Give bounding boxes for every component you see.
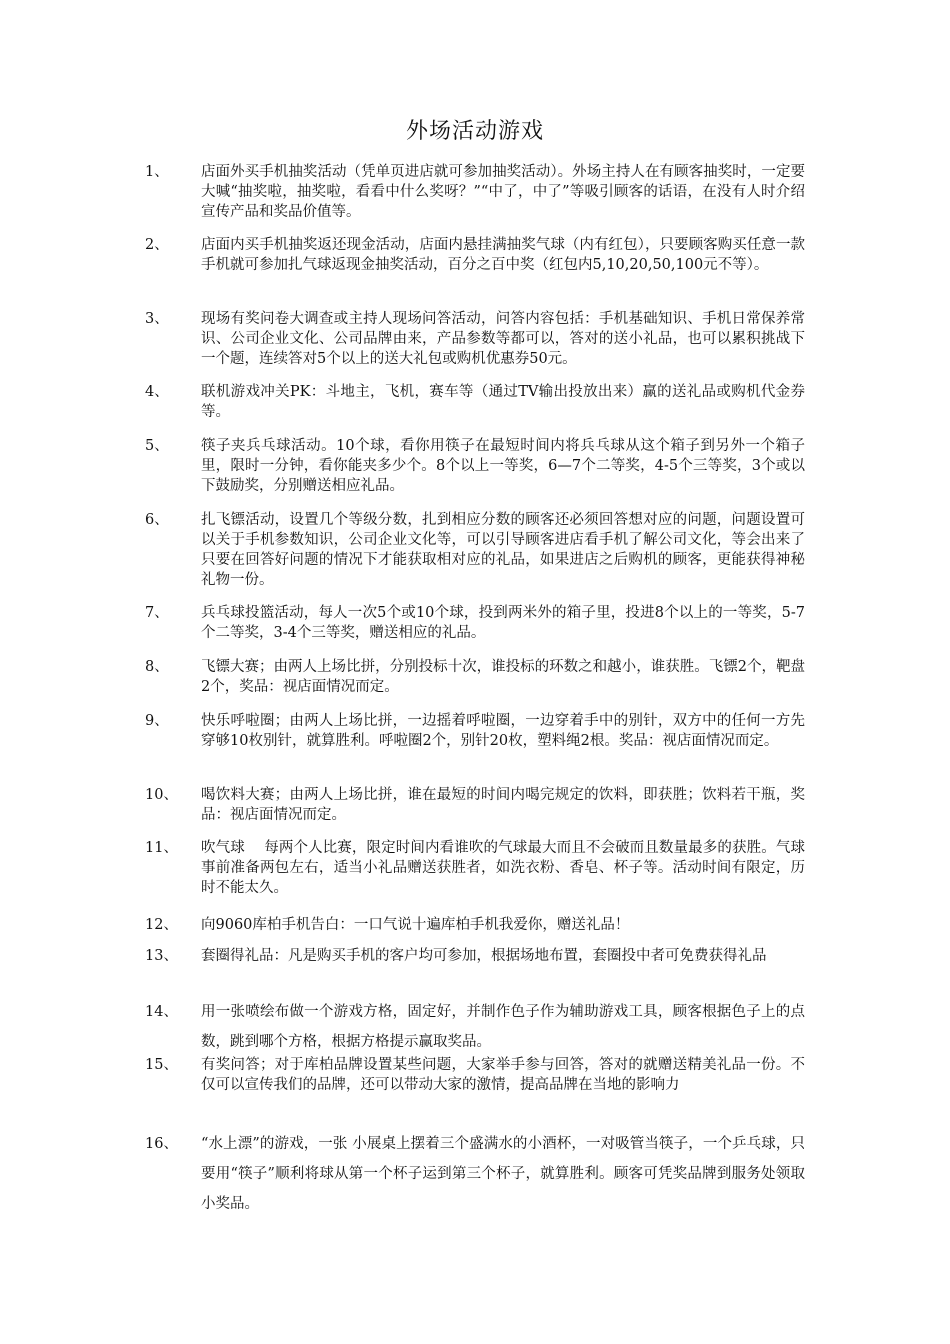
item-number: 6、 <box>145 512 169 528</box>
item-text: 扎飞镖活动，设置几个等级分数，扎到相应分数的顾客还必须回答想对应的问题，问题设置可以关于手机参数知识，公司企业文化等，可以引导顾客进店看手机了解公司文化，等会出来了只要在回答好问题的情况下才能获取相对应的礼品，如果进店之后购机的顾客，更能获得神秘礼物一份。 <box>201 512 805 588</box>
item-text: 联机游戏冲关PK：斗地主，飞机，赛车等（通过TV输出投放出来）赢的送礼品或购机代金券等。 <box>201 384 805 420</box>
item-text: 筷子夹兵乓球活动。10个球，看你用筷子在最短时间内将兵乓球从这个箱子到另外一个箱子里，限时一分钟，看你能夹多少个。8个以上一等奖，6—7个二等奖，4-5个三等奖，3个或以下鼓励奖，分别赠送相应礼品。 <box>201 438 805 494</box>
item-text: 店面内买手机抽奖返还现金活动，店面内悬挂满抽奖气球（内有红包），只要顾客购买任意一款手机就可参加扎气球返现金抽奖活动，百分之百中奖（红包内5,10,20,50,100元不等）。 <box>201 237 805 273</box>
item-text: 喝饮料大赛；由两人上场比拼，谁在最短的时间内喝完规定的饮料，即获胜；饮料若干瓶，奖品：视店面情况而定。 <box>201 787 805 823</box>
item-text: 现场有奖问卷大调查或主持人现场问答活动，问答内容包括：手机基础知识、手机日常保养常识、公司企业文化、公司品牌由来，产品参数等都可以，答对的送小礼品，也可以累积挑战下一个题，连续答对5个以上的送大礼包或购机优惠券50元。 <box>201 311 805 367</box>
item-number: 2、 <box>145 237 169 253</box>
item-text: “水上漂”的游戏，一张 小展桌上摆着三个盛满水的小酒杯，一对吸管当筷子，一个乒乓球，只要用“筷子”顺利将球从第一个杯子运到第三个杯子，就算胜利。顾客可凭奖品牌到服务处领取小奖品。 <box>201 1136 805 1212</box>
item-text: 向9060库柏手机告白：一口气说十遍库柏手机我爱你，赠送礼品！ <box>201 917 630 933</box>
item-text: 店面外买手机抽奖活动（凭单页进店就可参加抽奖活动）。外场主持人在有顾客抽奖时，一定要大喊“抽奖啦，抽奖啦，看看中什么奖呀？”“中了，中了”等吸引顾客的话语，在没有人时介绍宣传产品和奖品价值等。 <box>201 164 805 220</box>
item-number: 7、 <box>145 605 169 621</box>
item-number: 15、 <box>145 1057 178 1073</box>
item-text: 飞镖大赛；由两人上场比拼，分别投标十次，谁投标的环数之和越小，谁获胜。飞镖2个，靶盘2个，奖品：视店面情况而定。 <box>201 659 805 695</box>
item-number: 13、 <box>145 948 178 964</box>
item-number: 9、 <box>145 713 169 729</box>
item-number: 12、 <box>145 917 178 933</box>
page-title: 外场活动游戏 <box>405 119 544 144</box>
item-text: 用一张喷绘布做一个游戏方格，固定好，并制作色子作为辅助游戏工具，顾客根据色子上的点数，跳到哪个方格，根据方格提示赢取奖品。 <box>201 1004 805 1050</box>
item-text: 吹气球 每两个人比赛，限定时间内看谁吹的气球最大而且不会破而且数量最多的获胜。气球事前准备两包左右，适当小礼品赠送获胜者，如洗衣粉、香皂、杯子等。活动时间有限定，历时不能太久。 <box>201 840 805 896</box>
item-number: 5、 <box>145 438 169 454</box>
item-text: 兵乓球投篮活动，每人一次5个或10个球，投到两米外的箱子里，投进8个以上的一等奖，5-7个二等奖，3-4个三等奖，赠送相应的礼品。 <box>201 605 805 641</box>
item-number: 8、 <box>145 659 169 675</box>
item-number: 4、 <box>145 384 169 400</box>
item-text: 套圈得礼品：凡是购买手机的客户均可参加，根据场地布置，套圈投中者可免费获得礼品 <box>201 948 767 964</box>
item-number: 14、 <box>145 1004 178 1020</box>
item-number: 11、 <box>145 840 178 856</box>
item-number: 10、 <box>145 787 178 803</box>
item-number: 16、 <box>145 1136 178 1152</box>
item-number: 3、 <box>145 311 169 327</box>
item-number: 1、 <box>145 164 169 180</box>
item-text: 快乐呼啦圈；由两人上场比拼，一边摇着呼啦圈，一边穿着手中的别针，双方中的任何一方先穿够10枚别针，就算胜利。呼啦圈2个，别针20枚，塑料绳2根。奖品：视店面情况而定。 <box>201 713 805 749</box>
item-text: 有奖问答；对于库柏品牌设置某些问题，大家举手参与回答，答对的就赠送精美礼品一份。不仅可以宣传我们的品牌，还可以带动大家的激情，提高品牌在当地的影响力 <box>201 1057 805 1093</box>
